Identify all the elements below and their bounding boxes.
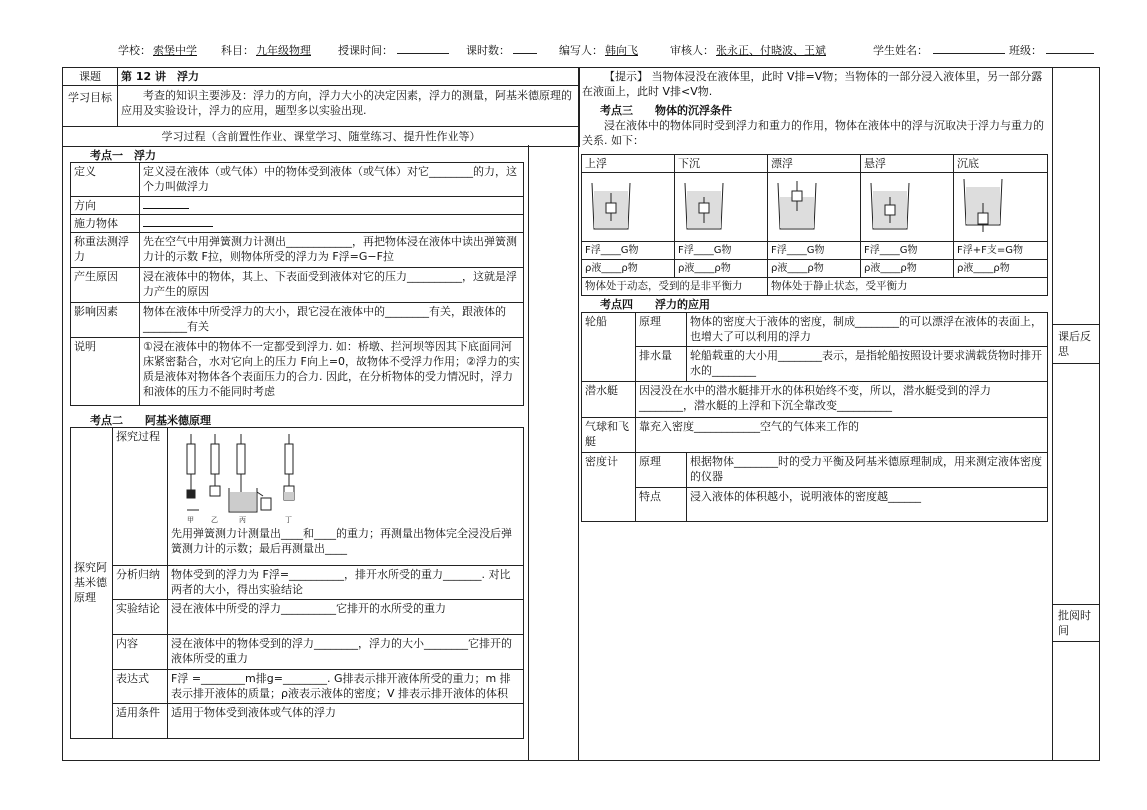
force-float: F浮____G物 [768, 242, 861, 260]
explore-label: 探究阿基米德原理 [71, 428, 113, 739]
cause-text: 浸在液体中的物体，其上、下表面受到液体对它的压力__________，这就是浮力产生的原因 [140, 268, 524, 303]
beaker-rise-icon [586, 177, 636, 233]
kp3-text: 浸在液体中的物体同时受到浮力和重力的作用，物体在液体中的浮与沉取决于浮力与重力的关系. 如下： [582, 119, 1044, 147]
review-time-cell: 批阅时间 [1053, 604, 1099, 642]
process-row: 学习过程（含前置性作业、课堂学习、随堂练习、提升性作业等） [63, 127, 580, 147]
time-label: 授课时间： [338, 44, 393, 57]
subject-name: 九年级物理 [256, 44, 311, 57]
school-label: 学校： [118, 44, 151, 57]
hours-label: 课时数： [466, 44, 510, 57]
force-rise: F浮____G物 [582, 242, 675, 260]
conclusion-text: 浸在液体中所受的浮力__________它排开的水所受的重力 [168, 600, 524, 635]
center-divider [578, 67, 579, 761]
writer-name: 韩向飞 [605, 44, 638, 57]
fig-label-jia: 甲 [187, 516, 194, 524]
feature-label: 特点 [636, 488, 687, 522]
dir-label: 方向 [71, 197, 140, 215]
displacement-text: 轮船载重的大小用________表示，是指轮船按照设计要求满载货物时排开水的________ [687, 347, 1048, 382]
fig-label-ding: 丁 [285, 516, 292, 524]
submarine-text: 因浸没在水中的潜水艇排开水的体积始终不变，所以，潜水艇受到的浮力________，潜水艇的上浮和下沉全靠改变__________ [636, 382, 1048, 418]
content-text: 浸在液体中的物体受到的浮力________，浮力的大小________它排开的液体所受的重力 [168, 635, 524, 670]
apply-text: 适用于物体受到液体或气体的浮力 [168, 704, 524, 739]
density-float: ρ液____ρ物 [768, 260, 861, 278]
ship-label: 轮船 [582, 313, 636, 382]
state-sink: 下沉 [675, 155, 768, 173]
subject-label: 科目： [221, 44, 254, 57]
force-suspend: F浮____G物 [861, 242, 954, 260]
topic-label: 课题 [63, 68, 118, 86]
state-suspend: 悬浮 [861, 155, 954, 173]
beaker-bottom-cell [954, 173, 1048, 242]
kp4-title: 考点四 浮力的应用 [600, 298, 710, 311]
force-sink: F浮____G物 [675, 242, 768, 260]
density-sink: ρ液____ρ物 [675, 260, 768, 278]
header-bar [0, 42, 1147, 58]
dir-blank[interactable] [140, 197, 524, 215]
conclusion-label: 实验结论 [113, 600, 168, 635]
dynamic-note: 物体处于动态，受到的是非平衡力 [582, 278, 768, 296]
hint-text: 【提示】 当物体浸没在液体里，此时 V排=V物；当物体的一部分浸入液体里，另一部分露在液面上，此时 V排<V物. [582, 70, 1043, 98]
archimedes-experiment-figure [171, 430, 331, 526]
density-suspend: ρ液____ρ物 [861, 260, 954, 278]
topic-title: 第 12 讲 浮力 [118, 68, 580, 86]
note-label: 说明 [71, 338, 140, 406]
weigh-text: 先在空气中用弹簧测力计测出____________，再把物体浸在液体中读出弹簧测力计的示数 F拉，则物体所受的浮力为 F浮=G−F拉 [140, 233, 524, 268]
analysis-text: 物体受到的浮力为 F浮=__________，排开水所受的重力_______. 对比两者的大小，得出实验结论 [168, 566, 524, 600]
hydrometer-label: 密度计 [582, 453, 636, 522]
side-divider [1052, 67, 1053, 761]
kp2-title: 考点二 阿基米德原理 [90, 414, 211, 427]
ship-principle-text: 物体的密度大于液体的密度，制成________的可以漂浮在液体的表面上，也增大了可以利用的浮力 [687, 313, 1048, 347]
density-bottom: ρ液____ρ物 [954, 260, 1048, 278]
archimedes-table [70, 427, 524, 739]
def-text: 定义浸在液体（或气体）中的物体受到液体（或气体）对它________的力，这个力叫做浮力 [140, 163, 524, 197]
hours-blank[interactable] [513, 42, 537, 54]
beaker-suspend-icon [865, 177, 915, 233]
note-text: ①浸在液体中的物体不一定都受到浮力. 如：桥墩、拦河坝等因其下底面同河床紧密黏合，水对它向上的压力 F向上=0，故物体不受浮力作用；②浮力的实质是液体对物体各个表面压力的合力. 因此，在分析物体的受力情况时，浮力和液体的压力不能同时考虑 [140, 338, 524, 406]
state-rise: 上浮 [582, 155, 675, 173]
left-notes-divider [528, 145, 529, 761]
analysis-label: 分析归纳 [113, 566, 168, 600]
writer-label: 编写人： [559, 44, 603, 57]
hydrometer-principle-text: 根据物体________时的受力平衡及阿基米德原理制成，用来测定液体密度的仪器 [687, 453, 1048, 488]
reflection-cell: 课后反思 [1053, 324, 1099, 364]
cause-label: 产生原因 [71, 268, 140, 303]
kp1-title: 考点一 浮力 [90, 149, 156, 162]
apply-label: 适用条件 [113, 704, 168, 739]
static-note: 物体处于静止状态，受平衡力 [768, 278, 1048, 296]
reviewer-label: 审核人： [670, 44, 714, 57]
beaker-float-icon [772, 177, 822, 233]
formula-label: 表达式 [113, 670, 168, 704]
hydrometer-principle-label: 原理 [636, 453, 687, 488]
proc-label: 探究过程 [113, 428, 168, 566]
content-label: 内容 [113, 635, 168, 670]
buoyancy-table [70, 162, 524, 406]
school-name: 索堡中学 [153, 44, 197, 57]
beaker-sink-cell [675, 173, 768, 242]
student-blank[interactable] [933, 42, 1005, 54]
class-blank[interactable] [1046, 42, 1094, 54]
displacement-label: 排水量 [636, 347, 687, 382]
weigh-label: 称重法测浮力 [71, 233, 140, 268]
fig-label-bing: 丙 [239, 516, 246, 524]
state-bottom: 沉底 [954, 155, 1048, 173]
factor-text: 物体在液体中所受浮力的大小，跟它浸在液体中的________有关，跟液体的________有关 [140, 303, 524, 338]
submarine-label: 潜水艇 [582, 382, 636, 418]
src-blank[interactable] [140, 215, 524, 233]
beaker-sink-icon [679, 177, 729, 233]
proc-text: 先用弹簧测力计测量出____和____的重力；再测量出物体完全浸没后弹簧测力计的示数；最后再测量出____ [171, 527, 512, 555]
beaker-float-cell [768, 173, 861, 242]
class-label: 班级： [1009, 44, 1042, 57]
src-label: 施力物体 [71, 215, 140, 233]
formula-text: F浮 =________m排g=________. G排表示排开液体所受的重力；m 排表示排开液体的质量；ρ液表示液体的密度；V 排表示排开液体的体积 [168, 670, 524, 704]
fig-label-yi: 乙 [211, 516, 218, 524]
goal-text: 考查的知识主要涉及：浮力的方向，浮力大小的决定因素，浮力的测量，阿基米德原理的应用及实验设计，浮力的应用，题型多以实验出现. [118, 86, 580, 127]
application-table [581, 312, 1048, 522]
proc-cell [168, 428, 524, 566]
balloon-label: 气球和飞艇 [582, 418, 636, 453]
feature-text: 浸入液体的体积越小，说明液体的密度越______ [687, 488, 1048, 522]
goal-label: 学习目标 [63, 86, 118, 127]
state-float: 漂浮 [768, 155, 861, 173]
density-rise: ρ液____ρ物 [582, 260, 675, 278]
kp3-title: 考点三 物体的沉浮条件 [600, 104, 732, 117]
student-label: 学生姓名： [873, 44, 928, 57]
def-label: 定义 [71, 163, 140, 197]
time-blank[interactable] [397, 42, 449, 54]
balloon-text: 靠充入密度____________空气的气体来工作的 [636, 418, 1048, 453]
beaker-suspend-cell [861, 173, 954, 242]
beaker-bottom-icon [958, 177, 1008, 233]
ship-principle-label: 原理 [636, 313, 687, 347]
topic-table [62, 67, 580, 147]
factor-label: 影响因素 [71, 303, 140, 338]
sink-float-table [581, 154, 1048, 296]
beaker-rise-cell [582, 173, 675, 242]
force-bottom: F浮+F支=G物 [954, 242, 1048, 260]
reviewer-names: 张永正、付晓波、王斌 [716, 44, 826, 57]
